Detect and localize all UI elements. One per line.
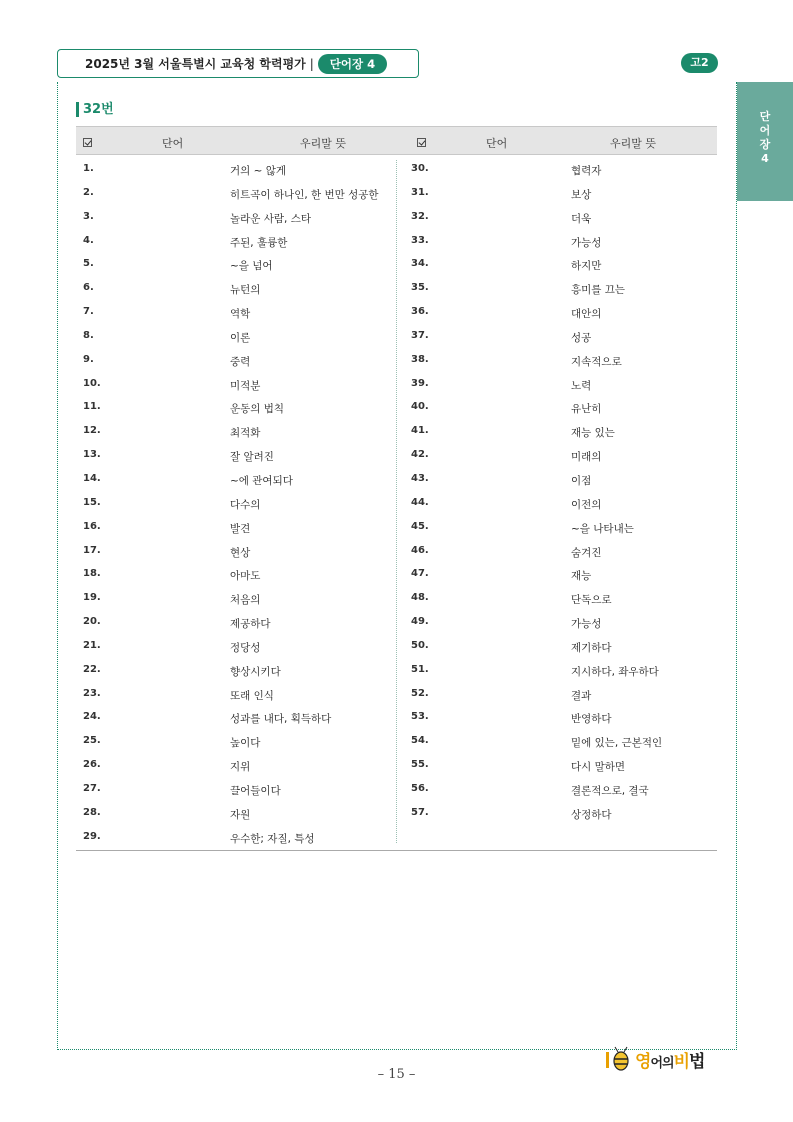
vocab-row <box>411 586 711 610</box>
vocab-row <box>83 467 393 491</box>
vocab-row <box>411 610 711 634</box>
vocab-number: 39. <box>411 377 429 389</box>
vocab-meaning: 다시 말하면 <box>571 761 626 774</box>
vocab-number: 45. <box>411 520 429 532</box>
vocab-number: 41. <box>411 425 429 437</box>
column-header-meaning: 우리말 뜻 <box>610 137 657 150</box>
table-bottom-rule <box>76 850 717 851</box>
vocab-meaning: 유난히 <box>571 403 602 416</box>
vocab-meaning: 최적화 <box>230 427 261 440</box>
vocab-number: 15. <box>83 496 101 508</box>
vocab-row <box>83 395 393 419</box>
logo-text-part: 법 <box>689 1051 705 1072</box>
vocab-meaning: 운동의 법칙 <box>230 403 285 416</box>
vocab-number: 50. <box>411 639 429 651</box>
vocab-number: 31. <box>411 186 429 198</box>
vocab-number: 54. <box>411 735 429 747</box>
vocab-number: 17. <box>83 544 101 556</box>
vocab-number: 55. <box>411 759 429 771</box>
vocab-row <box>411 562 711 586</box>
vocab-number: 27. <box>83 782 101 794</box>
vocab-meaning: 지위 <box>230 761 251 774</box>
vocab-meaning: 끌어들이다 <box>230 784 281 797</box>
vocab-meaning: 가능성 <box>571 236 602 249</box>
vocab-number: 13. <box>83 449 101 461</box>
vocab-number: 8. <box>83 329 94 341</box>
vocab-meaning: 역학 <box>230 308 251 321</box>
vocab-row <box>83 419 393 443</box>
vocab-meaning: 또래 인식 <box>230 689 274 702</box>
vocab-meaning: 처음의 <box>230 594 261 607</box>
vocab-number: 20. <box>83 616 101 628</box>
vocab-row <box>83 300 393 324</box>
vocab-row <box>411 324 711 348</box>
header-title: 2025년 3월 서울특별시 교육청 학력평가 <box>85 57 306 71</box>
vocab-row <box>411 205 711 229</box>
vocab-meaning: 숨겨진 <box>571 546 602 559</box>
vocab-row <box>411 515 711 539</box>
vocab-meaning: 하지만 <box>571 260 602 273</box>
grade-badge: 고2 <box>681 53 718 73</box>
page-number: – 15 – <box>377 1067 416 1082</box>
vocab-number: 35. <box>411 282 429 294</box>
vocab-meaning: 다수의 <box>230 498 261 511</box>
side-tab-underline <box>737 199 793 201</box>
logo-text-part: 비 <box>673 1051 689 1072</box>
vocab-number: 10. <box>83 377 101 389</box>
vocab-row <box>83 181 393 205</box>
vocab-number: 16. <box>83 520 101 532</box>
header-separator: | <box>309 56 314 71</box>
vocab-meaning: ~을 나타내는 <box>571 522 634 535</box>
vocab-row <box>411 395 711 419</box>
vocab-row <box>83 539 393 563</box>
check-icon <box>83 137 92 150</box>
vocab-number: 40. <box>411 401 429 413</box>
vocab-meaning: 중력 <box>230 355 251 368</box>
vocab-meaning: 단독으로 <box>571 594 612 607</box>
vocab-row <box>83 801 393 825</box>
vocab-number: 24. <box>83 711 101 723</box>
column-header-word: 단어 <box>162 137 184 150</box>
vocab-row <box>411 157 711 181</box>
side-tab <box>737 82 793 199</box>
vocab-row <box>83 372 393 396</box>
vocab-meaning: 상정하다 <box>571 808 612 821</box>
vocab-meaning: 반영하다 <box>571 713 612 726</box>
vocab-number: 5. <box>83 258 94 270</box>
vocab-meaning: 성과를 내다, 획득하다 <box>230 713 332 726</box>
table-header <box>76 126 717 155</box>
vocab-number: 47. <box>411 568 429 580</box>
vocab-number: 44. <box>411 496 429 508</box>
vocab-number: 43. <box>411 472 429 484</box>
vocab-row <box>83 658 393 682</box>
vocab-meaning: 잘 알려진 <box>230 451 274 464</box>
vocab-number: 14. <box>83 472 101 484</box>
vocab-meaning: 뉴턴의 <box>230 284 261 297</box>
vocab-meaning: 발견 <box>230 522 251 535</box>
bee-icon <box>605 1046 633 1072</box>
vocab-row <box>83 348 393 372</box>
vocab-meaning: 현상 <box>230 546 251 559</box>
vocab-row <box>83 682 393 706</box>
vocab-row <box>411 300 711 324</box>
side-tab-char: 장 <box>759 138 771 151</box>
vocab-number: 34. <box>411 258 429 270</box>
vocab-number: 26. <box>83 759 101 771</box>
brand-logo <box>605 1046 704 1072</box>
vocab-number: 18. <box>83 568 101 580</box>
column-header-word: 단어 <box>486 137 508 150</box>
vocab-number: 30. <box>411 163 429 174</box>
vocab-number: 7. <box>83 306 94 318</box>
vocab-meaning: 미적분 <box>230 379 261 392</box>
vocab-number: 3. <box>83 210 94 222</box>
vocab-number: 42. <box>411 449 429 461</box>
vocab-number: 32. <box>411 210 429 222</box>
vocab-row <box>83 705 393 729</box>
vocab-meaning: 대안의 <box>571 308 602 321</box>
vocab-row <box>83 491 393 515</box>
vocab-row <box>83 515 393 539</box>
vocab-row <box>83 205 393 229</box>
vocab-row <box>411 419 711 443</box>
vocab-row <box>411 801 711 825</box>
vocab-row <box>411 467 711 491</box>
vocab-number: 53. <box>411 711 429 723</box>
vocab-number: 52. <box>411 687 429 699</box>
header-title-box <box>57 49 419 78</box>
vocab-row <box>83 324 393 348</box>
vocab-row <box>411 634 711 658</box>
vocab-row <box>83 252 393 276</box>
vocab-number: 29. <box>83 830 101 842</box>
vocab-meaning: 정당성 <box>230 641 261 654</box>
vocab-row <box>83 562 393 586</box>
vocab-meaning: 지시하다, 좌우하다 <box>571 665 659 678</box>
vocab-row <box>411 229 711 253</box>
vocab-row <box>83 777 393 801</box>
vocab-row <box>83 753 393 777</box>
vocab-number: 4. <box>83 234 94 246</box>
vocab-number: 6. <box>83 282 94 294</box>
vocab-column-right <box>411 157 711 825</box>
vocab-meaning: 이론 <box>230 331 251 344</box>
vocab-row <box>411 705 711 729</box>
column-header-meaning: 우리말 뜻 <box>300 137 347 150</box>
vocab-meaning: 아마도 <box>230 570 261 583</box>
vocab-meaning: 성공 <box>571 331 592 344</box>
vocab-row <box>83 586 393 610</box>
vocab-number: 51. <box>411 663 429 675</box>
vocab-meaning: 이점 <box>571 474 592 487</box>
vocab-number: 1. <box>83 163 94 174</box>
vocab-row <box>83 825 393 849</box>
vocab-number: 57. <box>411 806 429 818</box>
side-tab-char: 4 <box>761 152 769 165</box>
vocab-number: 11. <box>83 401 101 413</box>
vocab-row <box>411 181 711 205</box>
vocab-meaning: 제공하다 <box>230 618 271 631</box>
vocab-meaning: 높이다 <box>230 737 261 750</box>
vocab-row <box>83 157 393 181</box>
vocab-row <box>411 682 711 706</box>
vocab-row <box>411 753 711 777</box>
vocab-row <box>411 491 711 515</box>
vocab-meaning: ~에 관여되다 <box>230 474 293 487</box>
vocab-number: 2. <box>83 186 94 198</box>
vocab-meaning: 우수한; 자질, 특성 <box>230 832 315 845</box>
vocab-row <box>411 729 711 753</box>
logo-text-part: 영 <box>635 1051 651 1072</box>
vocab-meaning: 흥미를 끄는 <box>571 284 626 297</box>
vocab-meaning: 노력 <box>571 379 592 392</box>
vocab-number: 23. <box>83 687 101 699</box>
vocab-meaning: 향상시키다 <box>230 665 281 678</box>
vocab-number: 49. <box>411 616 429 628</box>
vocab-meaning: 미래의 <box>571 451 602 464</box>
vocab-number: 19. <box>83 592 101 604</box>
vocab-row <box>411 658 711 682</box>
logo-text-part: 어의 <box>650 1055 674 1071</box>
check-icon <box>417 137 426 150</box>
vocab-meaning: 결론적으로, 결국 <box>571 784 649 797</box>
vocab-meaning: 제기하다 <box>571 641 612 654</box>
vocab-number: 21. <box>83 639 101 651</box>
vocab-meaning: 주된, 훌륭한 <box>230 236 288 249</box>
vocab-meaning: 더욱 <box>571 212 592 225</box>
vocab-number: 56. <box>411 782 429 794</box>
vocab-number: 48. <box>411 592 429 604</box>
column-divider <box>396 160 397 843</box>
side-tab-char: 단 <box>759 110 771 123</box>
vocab-number: 22. <box>83 663 101 675</box>
vocab-meaning: 협력자 <box>571 165 602 177</box>
vocab-row <box>411 252 711 276</box>
vocab-meaning: 놀라운 사람, 스타 <box>230 212 312 225</box>
vocab-row <box>411 276 711 300</box>
vocab-row <box>83 443 393 467</box>
vocab-number: 46. <box>411 544 429 556</box>
vocab-row <box>83 634 393 658</box>
vocab-row <box>83 729 393 753</box>
vocab-column-left <box>83 157 393 848</box>
vocab-meaning: 거의 ~ 않게 <box>230 165 287 177</box>
vocab-meaning: 히트곡이 하나인, 한 번만 성공한 <box>230 188 379 201</box>
vocab-meaning: 재능 있는 <box>571 427 615 440</box>
vocab-number: 37. <box>411 329 429 341</box>
vocab-meaning: ~을 넘어 <box>230 260 273 273</box>
vocab-row <box>83 276 393 300</box>
vocab-number: 9. <box>83 353 94 365</box>
vocab-number: 38. <box>411 353 429 365</box>
side-tab-char: 어 <box>759 124 771 137</box>
vocab-meaning: 이전의 <box>571 498 602 511</box>
vocab-number: 25. <box>83 735 101 747</box>
vocab-meaning: 지속적으로 <box>571 355 622 368</box>
vocab-number: 12. <box>83 425 101 437</box>
vocab-row <box>411 348 711 372</box>
logo-text <box>635 1047 704 1072</box>
vocab-meaning: 자원 <box>230 808 251 821</box>
vocab-row <box>411 777 711 801</box>
vocab-meaning: 결과 <box>571 689 592 702</box>
vocab-meaning: 보상 <box>571 188 592 201</box>
vocab-row <box>411 372 711 396</box>
vocab-row <box>83 610 393 634</box>
vocab-row <box>411 539 711 563</box>
vocab-meaning: 가능성 <box>571 618 602 631</box>
vocab-row <box>83 229 393 253</box>
header-pill: 단어장 4 <box>318 54 387 74</box>
vocab-number: 33. <box>411 234 429 246</box>
vocab-number: 28. <box>83 806 101 818</box>
vocab-row <box>411 443 711 467</box>
vocab-meaning: 재능 <box>571 570 592 583</box>
section-title: 32번 <box>76 102 114 117</box>
vocab-number: 36. <box>411 306 429 318</box>
vocab-meaning: 밑에 있는, 근본적인 <box>571 737 663 750</box>
